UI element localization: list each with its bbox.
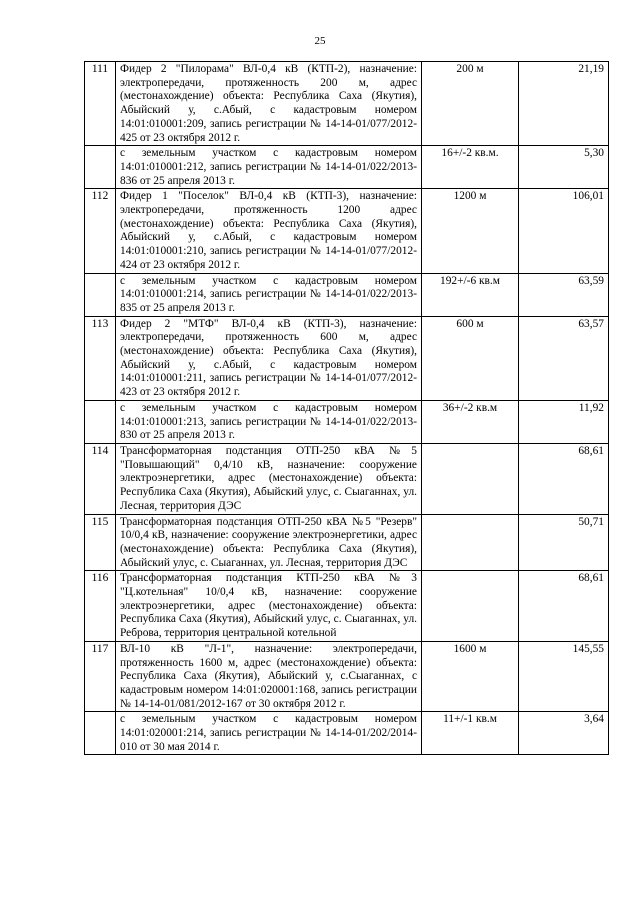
table-row	[85, 443, 609, 514]
object-value: 68,61	[519, 443, 609, 514]
object-value: 21,19	[519, 62, 609, 146]
row-number: 112	[85, 189, 116, 273]
object-value: 106,01	[519, 189, 609, 273]
row-number	[85, 712, 116, 755]
object-description: Фидер 2 "МТФ" ВЛ-0,4 кВ (КТП-3), назначение: электропередачи, протяженность 600 м, адрес (местонахождение) объекта: Республика Саха (Якутия), Абыйский у, с.Абый, с кадастровым номером 14:01:010001:211, запись регистрации № 14-14-01/077/2012-423 от 23 октября 2012 г.	[116, 316, 422, 400]
row-number: 117	[85, 641, 116, 712]
table-row	[85, 641, 609, 712]
object-extent	[422, 514, 519, 571]
land-plot-value: 63,59	[519, 273, 609, 316]
object-extent: 1200 м	[422, 189, 519, 273]
object-value: 145,55	[519, 641, 609, 712]
property-registry-table	[84, 61, 609, 755]
row-number	[85, 273, 116, 316]
table-row	[85, 62, 609, 146]
land-plot-area: 192+/-6 кв.м	[422, 273, 519, 316]
land-plot-area: 36+/-2 кв.м	[422, 400, 519, 443]
object-extent: 600 м	[422, 316, 519, 400]
land-plot-value: 3,64	[519, 712, 609, 755]
table-row	[85, 146, 609, 189]
table-row	[85, 712, 609, 755]
object-description: ВЛ-10 кВ "Л-1", назначение: электропередачи, протяженность 1600 м, адрес (местонахождение) объекта: Республика Саха (Якутия), Абыйский у, с.Сыаганнах, с кадастровым номером 14:01:020001:168, запись регистрации № 14-14-01/081/2012-167 от 30 октября 2012 г.	[116, 641, 422, 712]
row-number: 116	[85, 571, 116, 642]
object-description: Трансформаторная подстанция ОТП-250 кВА №5 "Повышающий" 0,4/10 кВ, назначение: сооружение электроэнергетики, адрес (местонахождение) объекта: Республика Саха (Якутия), Абыйский улус, с. Сыаганнах, ул. Лесная, территория ДЭС	[116, 443, 422, 514]
object-extent: 200 м	[422, 62, 519, 146]
land-plot-description: с земельным участком с кадастровым номером 14:01:010001:214, запись регистрации № 14-14-01/022/2013-835 от 25 апреля 2013 г.	[116, 273, 422, 316]
row-number	[85, 146, 116, 189]
table-row	[85, 316, 609, 400]
object-description: Фидер 2 "Пилорама" ВЛ-0,4 кВ (КТП-2), назначение: электропередачи, протяженность 200 м, адрес (местонахождение) объекта: Республика Саха (Якутия), Абыйский у, с.Абый, с кадастровым номером 14:01:010001:209, запись регистрации № 14-14-01/077/2012-425 от 23 октября 2012 г.	[116, 62, 422, 146]
land-plot-description: с земельным участком с кадастровым номером 14:01:010001:212, запись регистрации № 14-14-01/022/2013-836 от 25 апреля 2013 г.	[116, 146, 422, 189]
row-number: 114	[85, 443, 116, 514]
land-plot-description: с земельным участком с кадастровым номером 14:01:010001:213, запись регистрации № 14-14-01/022/2013-830 от 25 апреля 2013 г.	[116, 400, 422, 443]
land-plot-value: 11,92	[519, 400, 609, 443]
page-number: 25	[314, 35, 326, 47]
object-extent	[422, 443, 519, 514]
object-description: Трансформаторная подстанция КТП-250 кВА №3 "Ц.котельная" 10/0,4 кВ, назначение: сооружение электроэнергетики, адрес (местонахождение) объекта: Республика Саха (Якутия), Абыйский улус, с. Сыаганнах, ул. Реброва, территория центральной котельной	[116, 571, 422, 642]
table-row	[85, 514, 609, 571]
table-row	[85, 571, 609, 642]
row-number: 115	[85, 514, 116, 571]
table-row	[85, 273, 609, 316]
object-value: 63,57	[519, 316, 609, 400]
table-row	[85, 400, 609, 443]
land-plot-area: 16+/-2 кв.м.	[422, 146, 519, 189]
row-number: 111	[85, 62, 116, 146]
object-description: Трансформаторная подстанция ОТП-250 кВА №5 "Резерв" 10/0,4 кВ, назначение: сооружение электроэнергетики, адрес (местонахождение) объекта: Республика Саха (Якутия), Абыйский улус, с. Сыаганнах, ул. Лесная, территория ДЭС	[116, 514, 422, 571]
land-plot-value: 5,30	[519, 146, 609, 189]
row-number	[85, 400, 116, 443]
land-plot-area: 11+/-1 кв.м	[422, 712, 519, 755]
table-row	[85, 189, 609, 273]
object-description: Фидер 1 "Поселок" ВЛ-0,4 кВ (КТП-3), назначение: электропередачи, протяженность 1200 адрес (местонахождение) объекта: Республика Саха (Якутия), Абыйский у, с.Абый, с кадастровым номером 14:01:010001:210, запись регистрации № 14-14-01/077/2012-424 от 23 октября 2012 г.	[116, 189, 422, 273]
land-plot-description: с земельным участком с кадастровым номером 14:01:020001:214, запись регистрации № 14-14-01/202/2014-010 от 30 мая 2014 г.	[116, 712, 422, 755]
row-number: 113	[85, 316, 116, 400]
object-value: 68,61	[519, 571, 609, 642]
object-extent	[422, 571, 519, 642]
object-extent: 1600 м	[422, 641, 519, 712]
object-value: 50,71	[519, 514, 609, 571]
